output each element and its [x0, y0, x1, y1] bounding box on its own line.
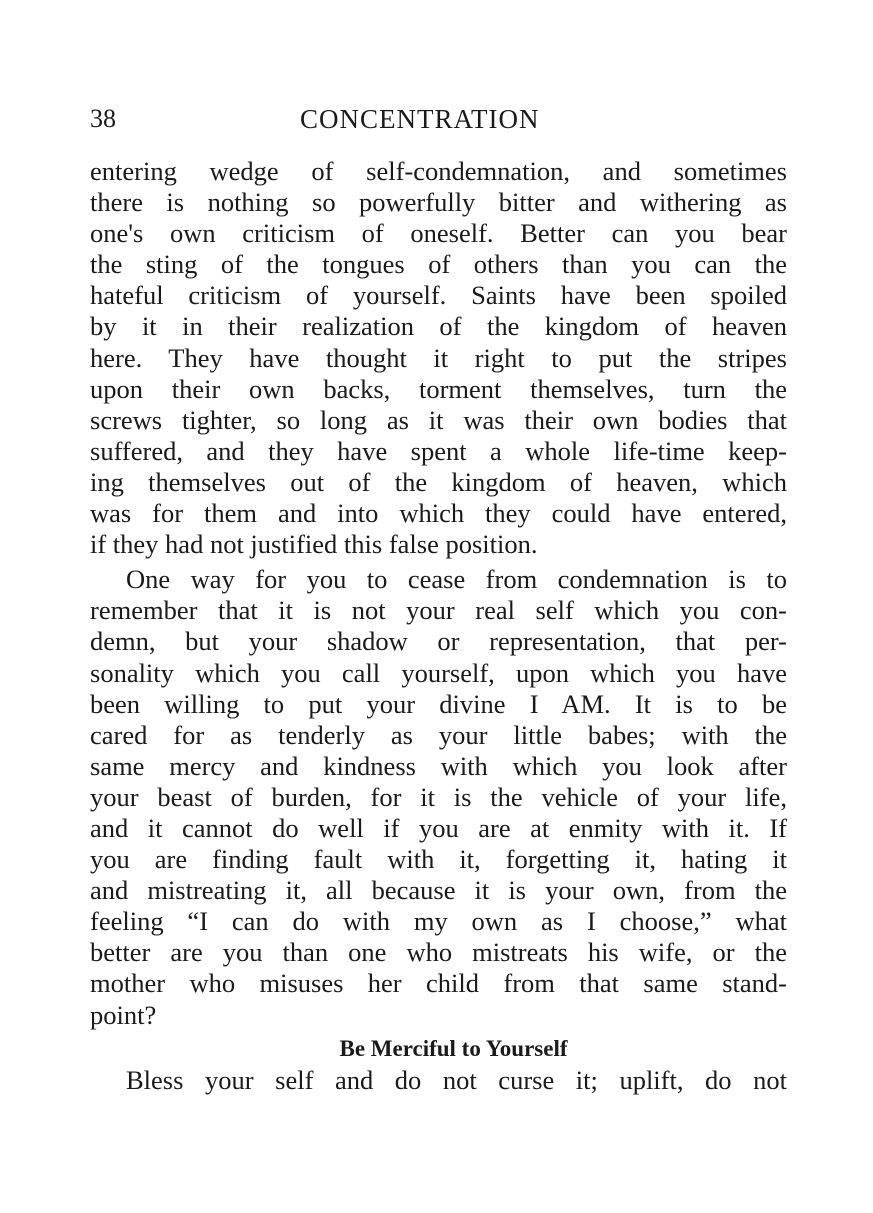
text-line: point?	[90, 999, 157, 1030]
text-line: if they had not justified this false position.	[90, 529, 538, 560]
paragraph	[90, 564, 787, 1030]
text-line: been willing to put your divine I AM. It is to be	[90, 688, 787, 719]
text-line: was for them and into which they could have entered,	[90, 498, 787, 529]
text-line: cared for as tenderly as your little babes; with the	[90, 719, 787, 750]
text-line: and mistreating it, all because it is your own, from the	[90, 875, 787, 906]
text-line: demn, but your shadow or representation, that per-	[90, 626, 787, 657]
text-line: screws tighter, so long as it was their own bodies that	[90, 404, 787, 435]
text-line: ing themselves out of the kingdom of heaven, which	[90, 466, 787, 497]
text-line: entering wedge of self-condemnation, and sometimes	[90, 156, 787, 186]
page-body	[90, 156, 787, 1096]
section-heading: Be Merciful to Yourself	[339, 1035, 568, 1061]
text-line: your beast of burden, for it is the vehicle of your life,	[90, 781, 787, 812]
running-header	[90, 104, 787, 138]
text-line: same mercy and kindness with which you look after	[90, 750, 787, 781]
text-line: hateful criticism of yourself. Saints have been spoiled	[90, 280, 787, 311]
text-line: one's own criticism of oneself. Better can you bear	[90, 218, 787, 249]
text-line: there is nothing so powerfully bitter and withering as	[90, 187, 787, 218]
text-line: better are you than one who mistreats his wife, or the	[90, 937, 787, 968]
text-line: by it in their realization of the kingdom of heaven	[90, 311, 787, 342]
running-title: CONCENTRATION	[300, 104, 540, 134]
text-line: here. They have thought it right to put the stripes	[90, 342, 787, 373]
text-line: sonality which you call yourself, upon which you have	[90, 657, 787, 688]
text-line: suffered, and they have spent a whole life-time keep-	[90, 435, 787, 466]
text-line: remember that it is not your real self which you con-	[90, 595, 787, 626]
text-line: Bless your self and do not curse it; uplift, do not	[126, 1064, 787, 1095]
paragraph	[90, 1065, 787, 1096]
text-line: and it cannot do well if you are at enmity with it. If	[90, 812, 787, 843]
text-line: upon their own backs, torment themselves, turn the	[90, 373, 787, 404]
text-line: the sting of the tongues of others than you can the	[90, 249, 787, 280]
text-line: feeling “I can do with my own as I choose,” what	[90, 906, 787, 937]
text-line: One way for you to cease from condemnation is to	[126, 564, 787, 595]
text-line: mother who misuses her child from that same stand-	[90, 968, 787, 999]
text-line: you are finding fault with it, forgetting it, hating it	[90, 844, 787, 875]
paragraph	[90, 156, 787, 560]
page-number: 38	[90, 104, 116, 133]
